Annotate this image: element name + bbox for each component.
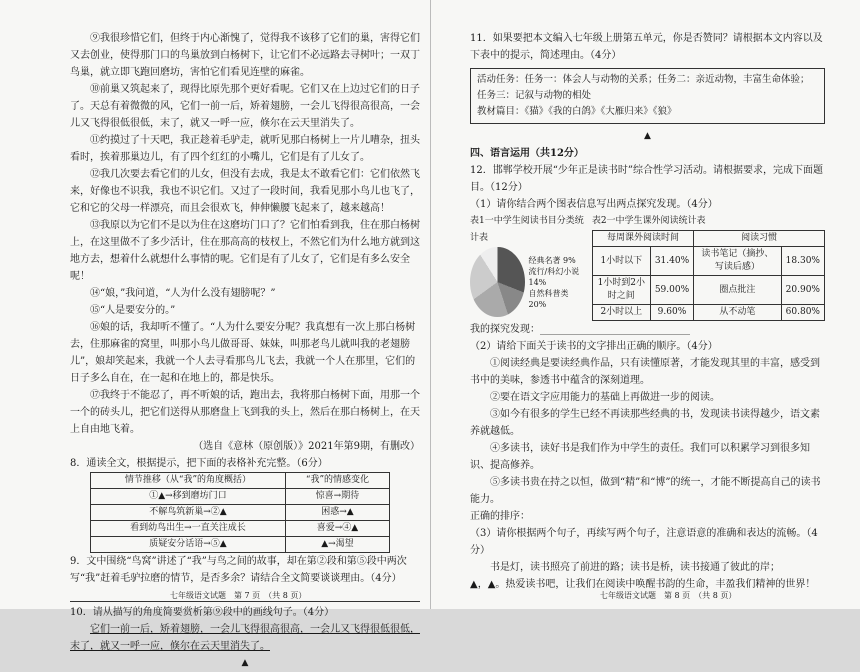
passage-paragraph: ⑬我原以为它们不是以为住在这磨坊门口了？它们怕看到我，住在那白杨树上，在这里做不了多少活计，住在那高高的枝杈上，不然它们为什么地方就到这地方去，想着什么就想什么事情的呢。它们是有了儿女了，它们是有多么安全呢！ (70, 220, 420, 282)
cell: 不解鸟筑新巢→②▲ (91, 505, 286, 521)
pie-label: 流行/科幻小说 14% (528, 266, 580, 287)
passage-paragraph: ⑭“娘，”我问道，“人为什么没有翅膀呢？” (90, 288, 276, 299)
cell: 惊喜→期待 (285, 489, 389, 505)
table-row (592, 276, 824, 305)
pie-label: 经典名著 9% (528, 255, 576, 265)
ordering-item: ②要在语文字应用能力的基础上再做进一步的阅读。 (490, 392, 720, 403)
table-row (91, 489, 390, 505)
continuation-text: 书是灯，读书照亮了前进的路；读书是桥，读书接通了彼此的岸； (490, 562, 780, 573)
cell: 60.80% (781, 305, 824, 321)
cell: 1小时以下 (592, 247, 650, 276)
passage-paragraph: ⑫我几次要去看它们的儿女，但没有去成，我是太不敢看它们：它们依然飞来，好像也不识我，我也不识它们。又过了一段时间，我看见那小鸟儿也飞了，它和它的父母一样漂亮，而且会很欢飞，伸伸懒腰飞起来了，越来越高！ (70, 169, 420, 214)
cell: 31.40% (650, 247, 693, 276)
table1-pie (470, 213, 584, 317)
footer-right: 七年级语文试题 第 8 页 （共 8 页） (600, 591, 737, 600)
question-8: 8．通读全文，根据提示，把下面的表格补充完整。（6分） (70, 458, 328, 469)
question-10: 10．请从描写的角度简要赏析第⑨段中的画线句子。（4分） (70, 607, 335, 618)
reading-table (592, 230, 825, 321)
right-page (470, 30, 825, 593)
question-12-1: （1）请你结合两个图表信息写出两点探究发现。（4分） (470, 199, 718, 210)
cell: 质疑安分话语→⑤▲ (91, 537, 286, 553)
passage-paragraph: ⑩前巢又筑起来了，现得比原先那个更好看呢。它们又在上边过它们的日子了。天总有着微微的风，它们一前一后，矫着翅膀，一会儿飞得很高很高，一会儿又飞得很低很低，末了，就又一呼一应，倏尔在云天里消失了。 (70, 84, 420, 129)
passage-paragraph: ⑯娘的话，我却听不懂了。“人为什么要安分呢？我真想有一次上那白杨树去，住那麻雀的窝里，叫那小鸟儿做哥哥、妹妹，叫那老鸟儿就叫我的老翅膀儿”，娘却笑起来，我就一个人去寻看那鸟儿飞去，我就一个人在那里，它们的日子多么自在，在一起和在地上的，都是快乐。 (70, 322, 416, 384)
ordering-items (470, 355, 825, 508)
q8-header: 情节推移（从“我”的角度概括） (91, 473, 286, 489)
table-header: 每周课外阅读时间 (592, 231, 693, 247)
answer-triangle: ▲ (644, 131, 651, 141)
table2 (592, 213, 825, 321)
ordering-item: ③如今有很多的学生已经不再读那些经典的书，发现读书读得越少，语文素养就越低。 (470, 409, 820, 437)
question-9: 9．文中围绕“鸟窝”讲述了“我”与鸟之间的故事，却在第②段和第⑤段中两次写“我”赶着毛驴拉磨的情节，是否多余？请结合全文简要谈谈理由。（4分） (70, 556, 407, 584)
passage-paragraph: ⑰我终于不能忍了，再不听娘的话，跑出去，我将那白杨树下面，用那一个一个的砖头儿，把它们送得从那磨盘上飞到我的头上，然后在那白杨树上，在天上自由地飞着。 (70, 390, 420, 435)
cell: 困惑→▲ (285, 505, 389, 521)
passage-paragraph: ⑮“人是要安分的。” (90, 305, 176, 316)
table-row (91, 537, 390, 553)
ordering-item: ④多读书，读好书是我们作为中学生的责任。我们可以积累学习到很多知识、提高修养。 (470, 443, 810, 471)
q8-header: “我”的情感变化 (285, 473, 389, 489)
cell: 看到幼鸟出生→一直关注成长 (91, 521, 286, 537)
cell: 读书笔记（摘抄、写读后感） (694, 247, 782, 276)
table1-title: 表1一中学生阅读书目分类统计表 (470, 216, 584, 243)
finding-label: 我的探究发现：______________________________ (470, 324, 690, 335)
table-row (91, 521, 390, 537)
passage-paragraph: ⑪约摸过了十天吧，我正趁着毛驴走，就听见那白杨树上一片儿嘈杂，扭头看时，挨着那巢边儿，有了四个红红的小嘴儿，它们是有了儿女了。 (70, 135, 420, 163)
footer-left: 七年级语文试题 第 7 页 （共 8 页） (170, 591, 307, 600)
unit-box (470, 68, 825, 124)
cell: 圈点批注 (694, 276, 782, 305)
left-page (70, 30, 420, 672)
answer-triangle: ▲ (241, 658, 249, 668)
table2-title: 表2一中学生课外阅读统计表 (591, 216, 706, 226)
cell: 59.00% (650, 276, 693, 305)
table-row (592, 305, 824, 321)
continuation-text-2: ▲，▲。热爱读书吧，让我们在阅读中唤醒书韵的生命，丰盈我们精神的世界！ (470, 579, 816, 590)
section-heading: 四、语言运用（共12分） (470, 148, 584, 159)
table-row (91, 505, 390, 521)
cell: 18.30% (781, 247, 824, 276)
finding-text: 我的探究发现： (470, 324, 540, 335)
cell: 9.60% (650, 305, 693, 321)
cell: 2小时以上 (592, 305, 650, 321)
cell: ①▲→移到磨坊门口 (91, 489, 286, 505)
question-12-3: （3）请你根据两个句子，再续写两个句子，注意语意的准确和表达的流畅。（4分） (470, 528, 818, 556)
question-12-2: （2）请给下面关于读书的文字排出正确的顺序。（4分） (470, 341, 718, 352)
figures (470, 213, 825, 321)
ordering-item: ⑤多读书贵在持之以恒，做到“精”和“博”的统一，才能不断提高自己的读书能力。 (470, 477, 821, 505)
cell: 喜爱→④▲ (285, 521, 389, 537)
q10-quote: 它们一前一后，矫着翅膀，一会儿飞得很高很高，一会儿又飞得很低很低，末了，就又一呼一应，倏尔在云天里消失了。 (70, 624, 420, 652)
source-line: （选自《意林（原创版）》2021年第9期，有删改） (193, 441, 420, 452)
passage-paragraph: ⑨我很珍惜它们，但终于内心渐愧了，觉得我不该移了它们的巢，害得它们又去创业，使得那门口的鸟巢放到白杨树下，让它们不必远路去寻树叶；一双丁鸟巢，就立即飞跑回磨坊，害怕它们看见连壁的麻雀。 (70, 33, 420, 78)
unit-texts-line: 教材篇目：《猫》《我的白鸽》《大雁归来》《狼》 (477, 106, 677, 117)
unit-task-line: 活动任务：任务一：体会人与动物的关系；任务二：亲近动物，丰富生命体验； (477, 74, 810, 85)
q8-table (90, 472, 390, 553)
pie-label: 自然科普类 20% (528, 288, 569, 309)
cell: ▲→渴望 (285, 537, 389, 553)
unit-task-line: 任务三：记叙与动物的相处 (477, 90, 592, 101)
cell: 从不动笔 (694, 305, 782, 321)
cell: 1小时到2小时之间 (592, 276, 650, 305)
pie-chart (470, 247, 525, 317)
reading-passage (70, 30, 420, 438)
question-12: 12．邯郸学校开展“少年正是读书时”综合性学习活动。请根据要求，完成下面题目。（12分） (470, 165, 823, 193)
table-row (592, 247, 824, 276)
cell: 20.90% (781, 276, 824, 305)
order-label: 正确的排序： (470, 511, 530, 522)
question-11: 11．如果要把本文编入七年级上册第五单元，你是否赞同？请根据本文内容以及下表中的提示，简述理由。（4分） (470, 33, 823, 61)
table-header: 阅读习惯 (694, 231, 825, 247)
page-fold (430, 0, 431, 609)
ordering-item: ①阅读经典是要读经典作品，只有读懂原著，才能发现其里的丰富，感受到书中的美味，参透书中蕴含的深刻道理。 (470, 358, 820, 386)
